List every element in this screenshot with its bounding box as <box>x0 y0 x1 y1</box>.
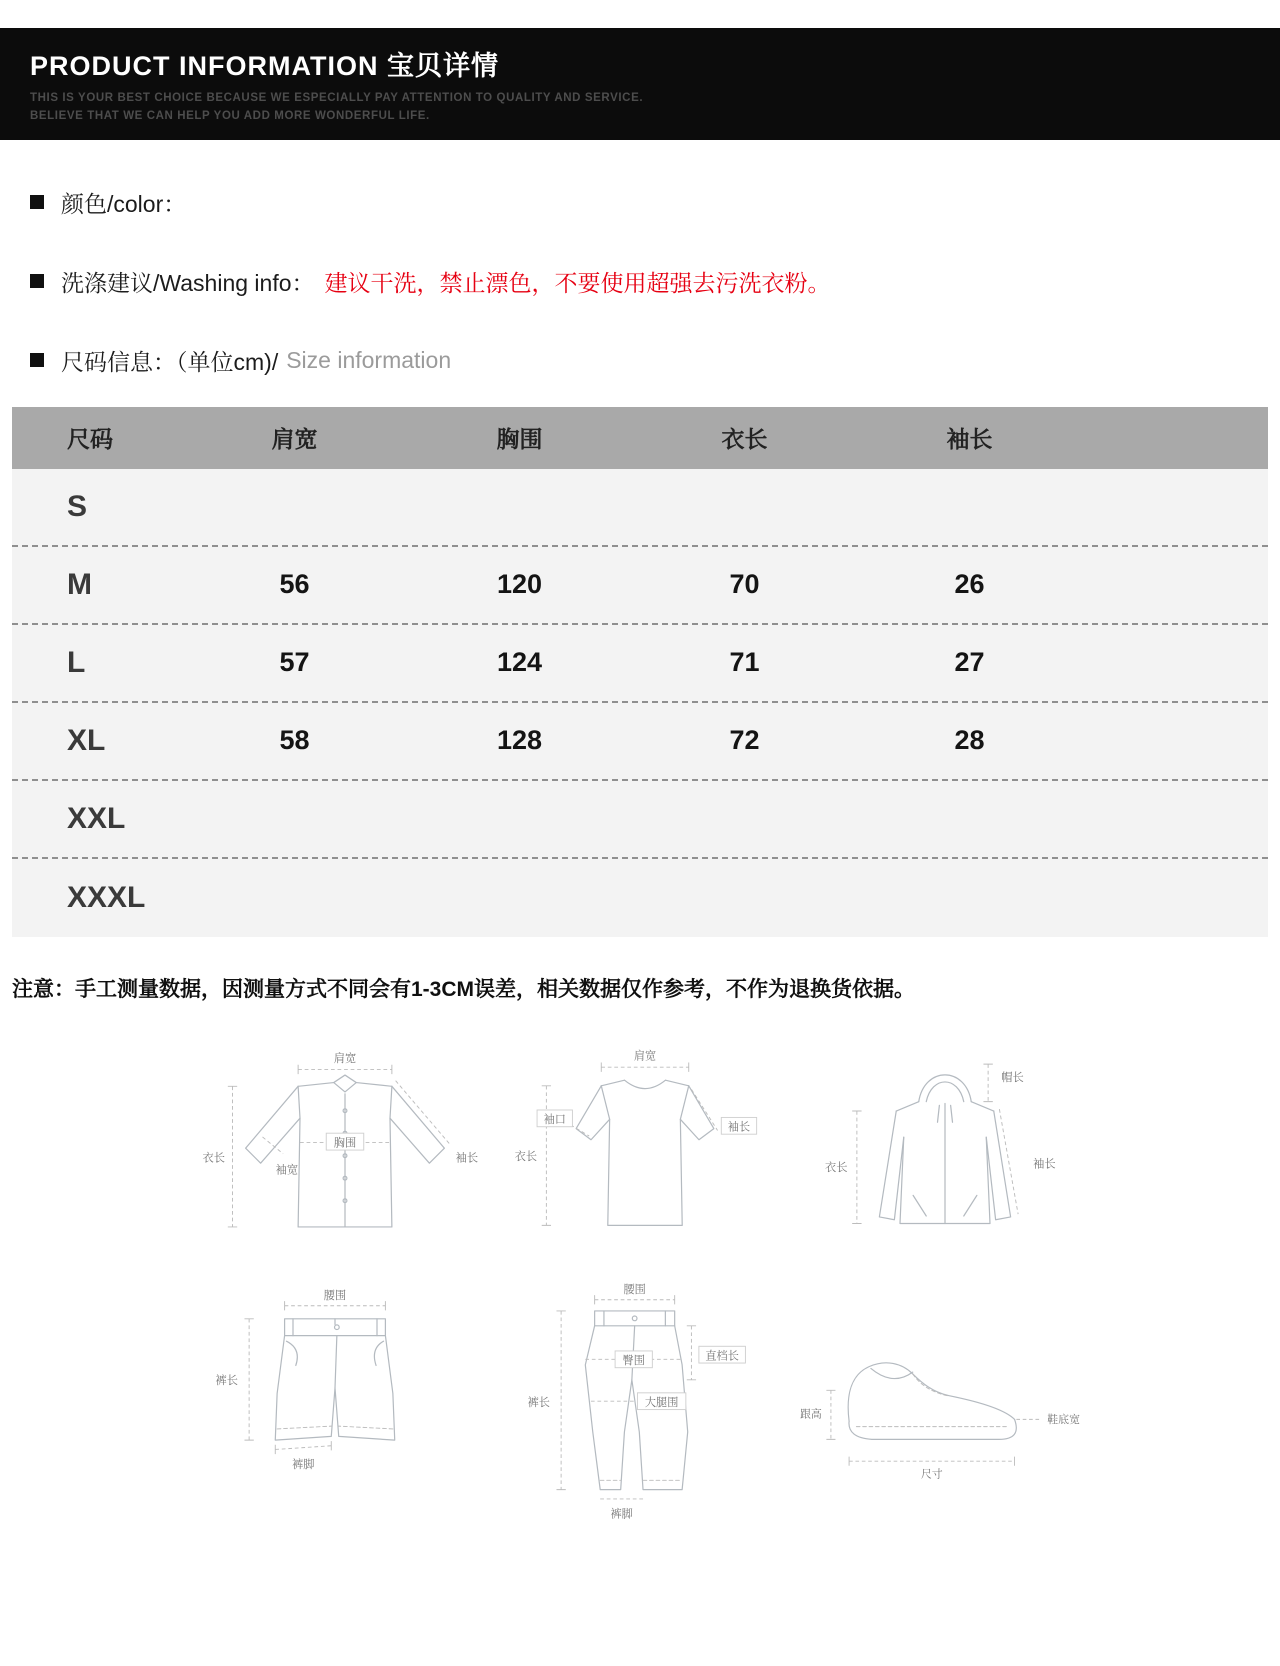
value-cell: 120 <box>496 569 543 600</box>
shoulder-label: 肩宽 <box>333 1052 357 1065</box>
color-section <box>0 186 1280 219</box>
size-info-label: 尺码信息：（单位cm)/ <box>61 348 279 375</box>
measurement-diagrams <box>195 1043 1095 1525</box>
length-label: 裤长 <box>527 1396 550 1409</box>
pants-diagram <box>490 1283 770 1525</box>
shorts-diagram <box>195 1283 475 1503</box>
banner-subtitle-line1: THIS IS YOUR BEST CHOICE BECAUSE WE ESPECIALLY PAY ATTENTION TO QUALITY AND SERVICE. <box>30 92 644 104</box>
color-label: 颜色/color： <box>61 190 187 217</box>
length-label: 衣长 <box>824 1161 848 1174</box>
table-row <box>12 703 1268 781</box>
value-cell: 26 <box>954 569 985 600</box>
shirt-outline <box>246 1075 445 1227</box>
sleeve-width-label: 袖宽 <box>275 1164 299 1177</box>
size-cell: XXXL <box>67 880 146 914</box>
size-cell: M <box>67 567 92 601</box>
sole-width-label: 鞋底宽 <box>1047 1413 1080 1426</box>
value-cell: 72 <box>729 725 760 756</box>
shirt-diagram <box>195 1043 495 1259</box>
size-info-label-en: Size information <box>286 346 452 373</box>
thigh-label: 大腿围 <box>644 1396 679 1409</box>
washing-label: 洗涤建议/Washing info： <box>61 269 315 296</box>
hoodie-diagram <box>795 1043 1095 1269</box>
banner-title: PRODUCT INFORMATION 宝贝详情 <box>30 51 499 81</box>
table-row <box>12 547 1268 625</box>
tshirt-measure-lines <box>542 1062 718 1225</box>
sleeve-length-label: 袖长 <box>455 1151 479 1164</box>
shoe-measure-lines <box>826 1390 1041 1465</box>
square-bullet-icon <box>30 195 44 209</box>
table-row <box>12 625 1268 703</box>
value-cell: 70 <box>729 569 760 600</box>
heel-height-label: 跟高 <box>800 1408 822 1421</box>
measurement-note: 注意：手工测量数据，因测量方式不同会有1-3CM误差，相关数据仅作参考，不作为退换货依据。 <box>12 977 916 1001</box>
hem-label: 裤脚 <box>292 1458 315 1471</box>
hood-length-label: 帽长 <box>1001 1071 1024 1084</box>
shorts-outline <box>275 1318 394 1439</box>
shorts-measure-lines <box>244 1301 385 1454</box>
column-header: 袖长 <box>946 426 993 453</box>
value-cell: 56 <box>279 569 310 600</box>
washing-instructions: 建议干洗，禁止漂色，不要使用超强去污洗衣粉。 <box>324 269 831 296</box>
size-cell: L <box>67 645 86 679</box>
hip-label: 臀围 <box>622 1354 645 1367</box>
column-header: 衣长 <box>721 426 768 453</box>
size-table <box>12 407 1268 937</box>
value-cell: 27 <box>954 647 985 678</box>
shoe-outline <box>848 1362 1016 1439</box>
waist-label: 腰围 <box>323 1289 347 1302</box>
column-header: 肩宽 <box>271 426 318 453</box>
washing-section <box>0 265 1280 298</box>
chest-label: 胸围 <box>333 1136 357 1149</box>
length-label: 裤长 <box>215 1374 238 1387</box>
hoodie-outline <box>879 1075 1010 1224</box>
table-row <box>12 469 1268 547</box>
diagram-row-top <box>195 1043 1095 1269</box>
value-cell: 128 <box>496 725 543 756</box>
size-table-header <box>12 407 1268 469</box>
shoulder-label: 肩宽 <box>633 1050 657 1063</box>
rise-label: 直档长 <box>705 1349 739 1362</box>
value-cell: 71 <box>729 647 760 678</box>
table-row <box>12 781 1268 859</box>
shoe-diagram <box>785 1283 1095 1483</box>
value-cell: 28 <box>954 725 985 756</box>
waist-label: 腰围 <box>623 1283 646 1296</box>
value-cell: 57 <box>279 647 310 678</box>
size-cell: XXL <box>67 801 126 835</box>
size-info-section <box>0 344 1280 377</box>
tshirt-diagram <box>505 1043 785 1257</box>
size-cell: S <box>67 489 88 523</box>
value-cell: 58 <box>279 725 310 756</box>
column-header: 胸围 <box>496 426 543 453</box>
banner-subtitle <box>30 90 1280 126</box>
product-info-banner <box>0 28 1280 140</box>
diagram-row-bottom <box>195 1283 1095 1525</box>
length-label: 衣长 <box>202 1151 226 1164</box>
table-row <box>12 859 1268 937</box>
sleeve-length-label: 袖长 <box>727 1121 751 1134</box>
banner-subtitle-line2: BELIEVE THAT WE CAN HELP YOU ADD MORE WONDERFUL LIFE. <box>30 109 430 122</box>
column-header: 尺码 <box>67 426 113 453</box>
size-label: 尺寸 <box>920 1468 943 1481</box>
length-label: 衣长 <box>514 1150 538 1163</box>
size-cell: XL <box>67 723 106 757</box>
hem-label: 裤脚 <box>610 1508 633 1521</box>
square-bullet-icon <box>30 353 44 367</box>
tshirt-outline <box>576 1080 714 1225</box>
cuff-label: 袖口 <box>543 1113 566 1126</box>
value-cell: 124 <box>496 647 543 678</box>
sleeve-length-label: 袖长 <box>1033 1157 1056 1170</box>
square-bullet-icon <box>30 274 44 288</box>
